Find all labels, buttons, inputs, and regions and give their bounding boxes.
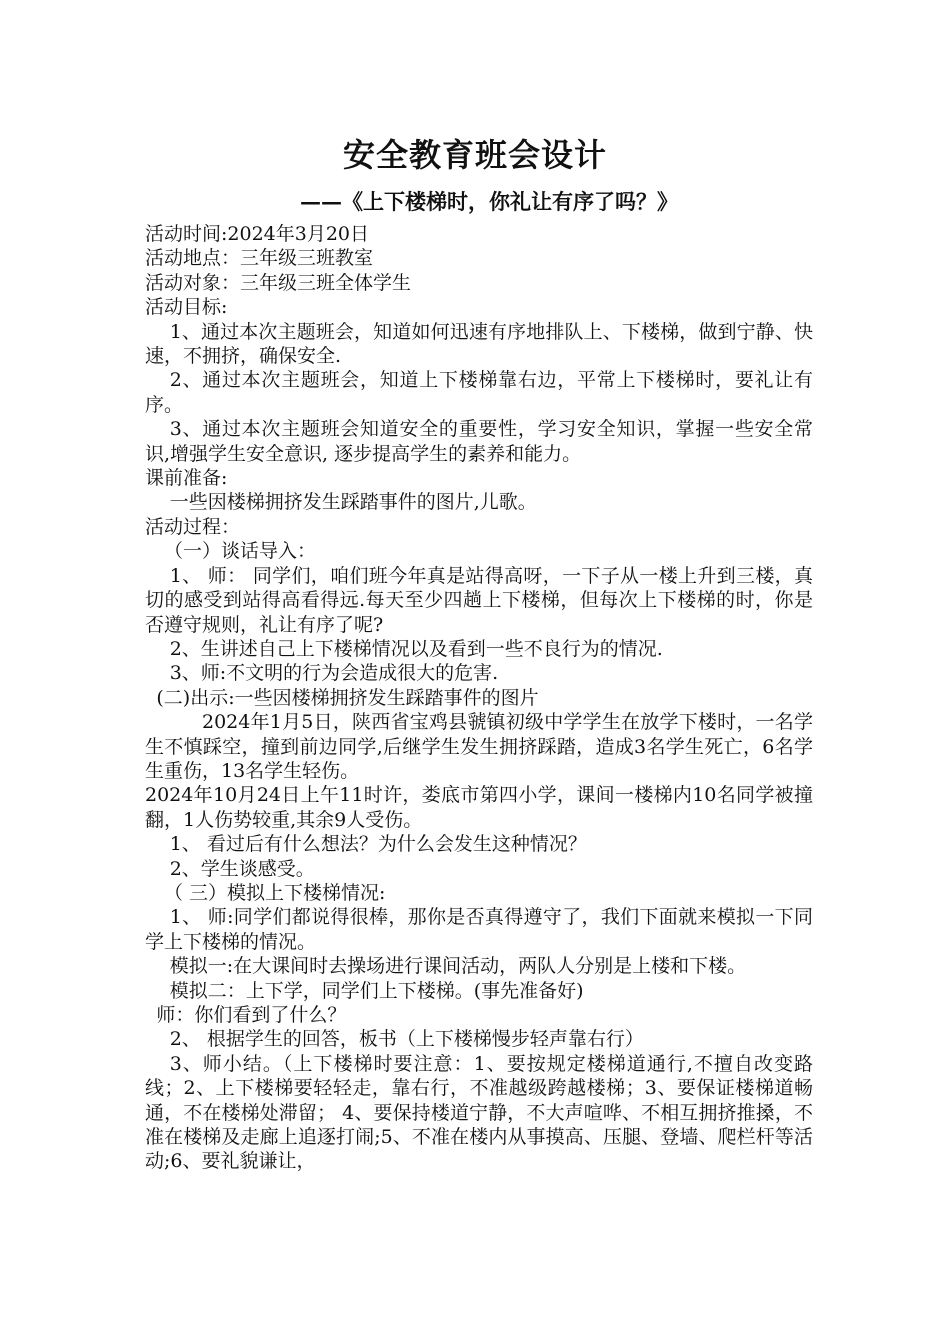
section-heading-preparation: 课前准备: — [145, 467, 228, 490]
process-part-2-heading: (二)出示:一些因楼梯拥挤发生踩踏事件的图片 — [156, 686, 539, 709]
activity-audience: 活动对象：三年级三班全体学生 — [145, 271, 412, 294]
goal-item-1: 1、通过本次主题班会，知道如何迅速有序地排队上、下楼梯，做到宁静、快速，不拥挤，确保安全. — [145, 320, 813, 368]
incident-paragraph: 2024年10月24日上午11时许，娄底市第四小学，课间一楼梯内10名同学被撞翻，1人伤势较重,其余9人受伤。 — [145, 784, 813, 831]
preparation-text: 一些因楼梯拥挤发生踩踏事件的图片,儿歌。 — [169, 491, 537, 514]
process-paragraph: 1、 看过后有什么想法？为什么会发生这种情况？ — [169, 833, 587, 856]
document-body — [145, 222, 813, 1174]
incident-paragraph: 2024年1月5日，陕西省宝鸡县虢镇初级中学学生在放学下楼时，一名学生不慎踩空，撞到前边同学,后继学生发生拥挤踩踏，造成3名学生死亡，6名学生重伤，13名学生轻伤。 — [145, 711, 813, 782]
goal-item-3: 3、通过本次主题班会知道安全的重要性，学习安全知识，掌握一些安全常识,增强学生安全意识, 逐步提高学生的素养和能力。 — [145, 418, 813, 465]
summary-paragraph: 3、师小结。（上下楼梯时要注意：1、要按规定楼梯道通行,不擅自改变路线；2、上下楼梯要轻轻走，靠右行，不准越级跨越楼梯；3、要保证楼梯道畅通，不在楼梯处滞留； 4、要保持楼道宁静，不大声喧哗、不相互拥挤推搡，不准在楼梯及走廊上追逐打闹;5、不准在楼内从事摸高、压腿、登墙、爬栏杆等活动;6、要礼貌谦让， — [145, 1052, 813, 1173]
section-heading-goals: 活动目标: — [145, 296, 228, 319]
activity-time: 活动时间:2024年3月20日 — [145, 223, 370, 245]
process-paragraph: 1、 师:同学们都说得很棒，那你是否真得遵守了，我们下面就来模拟一下同学上下楼梯的情况。 — [145, 906, 813, 953]
process-paragraph: 2、生讲述自己上下楼梯情况以及看到一些不良行为的情况. — [169, 637, 663, 660]
goal-item-2: 2、通过本次主题班会，知道上下楼梯靠右边，平常上下楼梯时，要礼让有序。 — [145, 369, 813, 416]
process-paragraph: 3、师:不文明的行为会造成很大的危害. — [169, 662, 499, 685]
process-paragraph: 2、学生谈感受。 — [169, 857, 315, 880]
process-part-3-heading: （ 三）模拟上下楼梯情况: — [164, 881, 386, 904]
document-subtitle: ——《上下楼梯时，你礼让有序了吗？》 — [300, 189, 678, 214]
section-heading-process: 活动过程： — [145, 515, 241, 538]
process-part-1-heading: （一）谈话导入： — [164, 540, 317, 563]
process-paragraph: 1、 师： 同学们，咱们班今年真是站得高呀，一下子从一楼上升到三楼，真切的感受到站得高看得远.每天至少四趟上下楼梯，但每次上下楼梯的时，你是否遵守规则，礼让有序了呢? — [145, 564, 813, 636]
process-paragraph: 2、 根据学生的回答，板书（上下楼梯慢步轻声靠右行） — [169, 1028, 644, 1051]
activity-location: 活动地点：三年级三班教室 — [145, 247, 374, 270]
document-title: 安全教育班会设计 — [342, 136, 607, 174]
teacher-question: 师：你们看到了什么？ — [156, 1004, 347, 1026]
simulation-paragraph: 模拟一:在大课间时去操场进行课间活动，两队人分别是上楼和下楼。 — [169, 955, 747, 978]
simulation-paragraph: 模拟二：上下学，同学们上下楼梯。(事先准备好) — [169, 979, 584, 1002]
